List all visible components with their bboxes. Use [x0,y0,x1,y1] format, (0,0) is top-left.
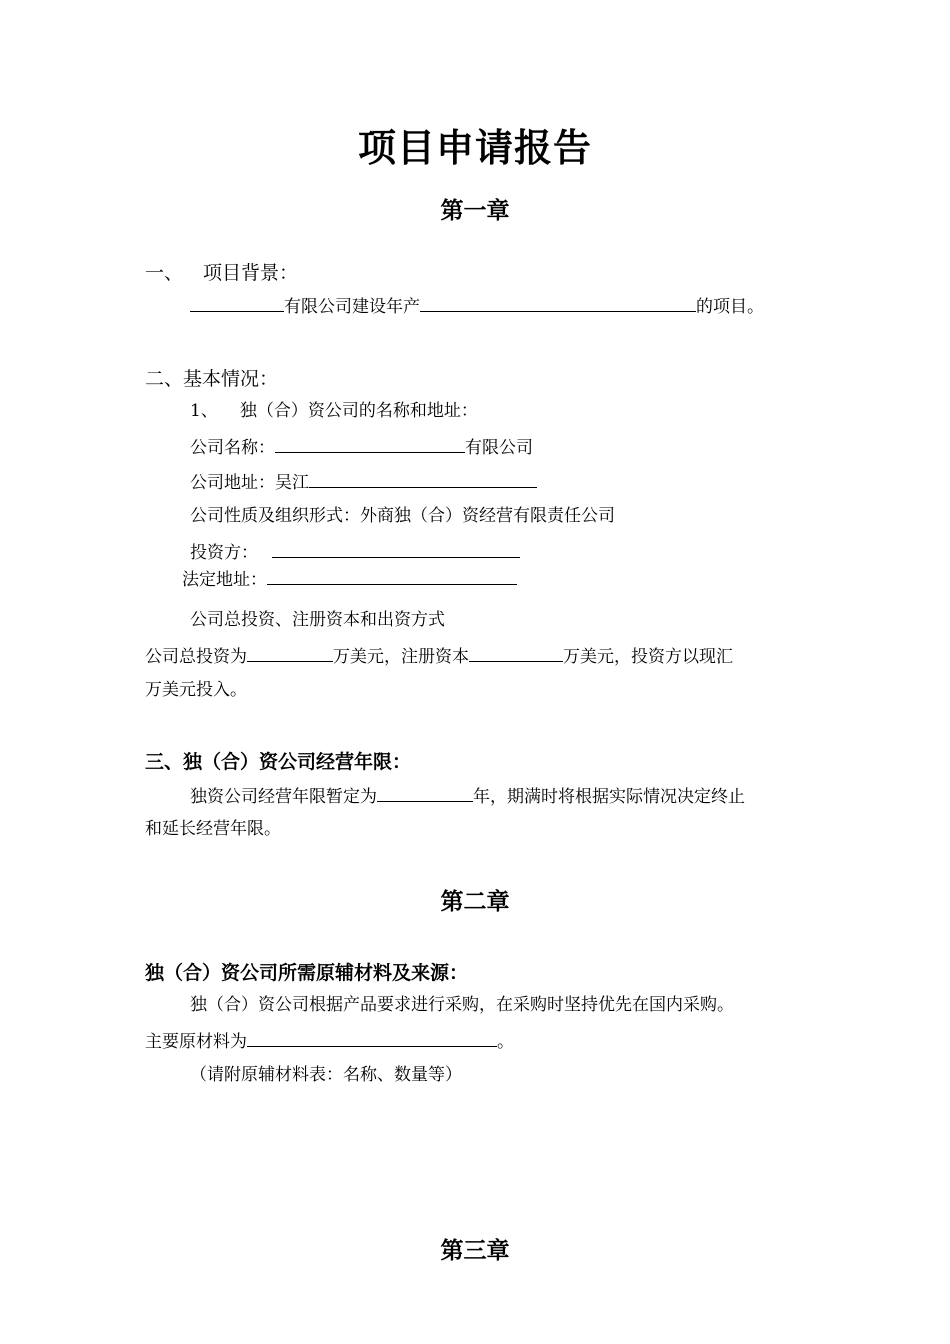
capital-line [145,644,733,668]
capital-line-2: 万美元投入。 [145,680,247,700]
section-1-heading [145,258,298,285]
investor-label: 投资方： [190,543,258,563]
total-investment-field[interactable] [247,644,333,662]
company-address-line [190,470,537,494]
company-name-field[interactable] [275,435,465,453]
item-1-text: 独（合）资公司的名称和地址： [239,401,478,421]
company-nature-line: 公司性质及组织形式：外商独（合）资经营有限责任公司 [190,506,615,526]
legal-address-line [182,567,517,591]
materials-line-1: 独（合）资公司根据产品要求进行采购，在采购时坚持优先在国内采购。 [190,995,734,1015]
chapter-2-heading: 第二章 [440,889,510,915]
section-3-text-b: 年，期满时将根据实际情况决定终止 [473,787,745,807]
section-1-text [190,294,764,318]
section-1-title: 项目背景： [203,262,299,284]
product-blank[interactable] [420,294,696,312]
section-1-text-b: 的项目。 [696,297,764,317]
document-title: 项目申请报告 [357,126,592,170]
section-3-line-2: 和延长经营年限。 [145,819,281,839]
item-1-number: 1、 [190,401,218,421]
capital-text-b: 万美元，注册资本 [333,647,469,667]
capital-text-a: 公司总投资为 [145,647,247,667]
item-1 [190,400,478,422]
capital-text-c: 万美元，投资方以现汇 [563,647,733,667]
section-3-line-1 [190,784,745,808]
section-1-number: 一、 [145,262,184,284]
company-name-line [190,435,533,459]
section-2-heading: 二、基本情况： [145,368,279,390]
operating-years-field[interactable] [377,784,473,802]
main-materials-field[interactable] [247,1029,497,1047]
materials-end: 。 [497,1032,514,1052]
materials-heading: 独（合）资公司所需原辅材料及来源： [145,962,469,984]
materials-text: 主要原材料为 [145,1032,247,1052]
company-name-blank[interactable] [190,294,284,312]
investor-line [190,540,520,564]
section-3-heading: 三、独（合）资公司经营年限： [145,751,412,773]
section-1-text-a: 有限公司建设年产 [284,297,420,317]
section-3-text-a: 独资公司经营年限暂定为 [190,787,377,807]
company-name-suffix: 有限公司 [465,438,533,458]
chapter-3-heading: 第三章 [440,1238,510,1264]
company-name-label: 公司名称： [190,438,275,458]
capital-title: 公司总投资、注册资本和出资方式 [190,610,445,630]
materials-note: （请附原辅材料表：名称、数量等） [190,1065,462,1085]
investor-field[interactable] [272,540,520,558]
materials-line-2 [145,1029,514,1053]
company-address-field[interactable] [309,470,537,488]
company-address-label: 公司地址：吴江 [190,473,309,493]
legal-address-field[interactable] [267,567,517,585]
legal-address-label: 法定地址： [182,570,267,590]
registered-capital-field[interactable] [469,644,563,662]
chapter-1-heading: 第一章 [440,198,510,224]
